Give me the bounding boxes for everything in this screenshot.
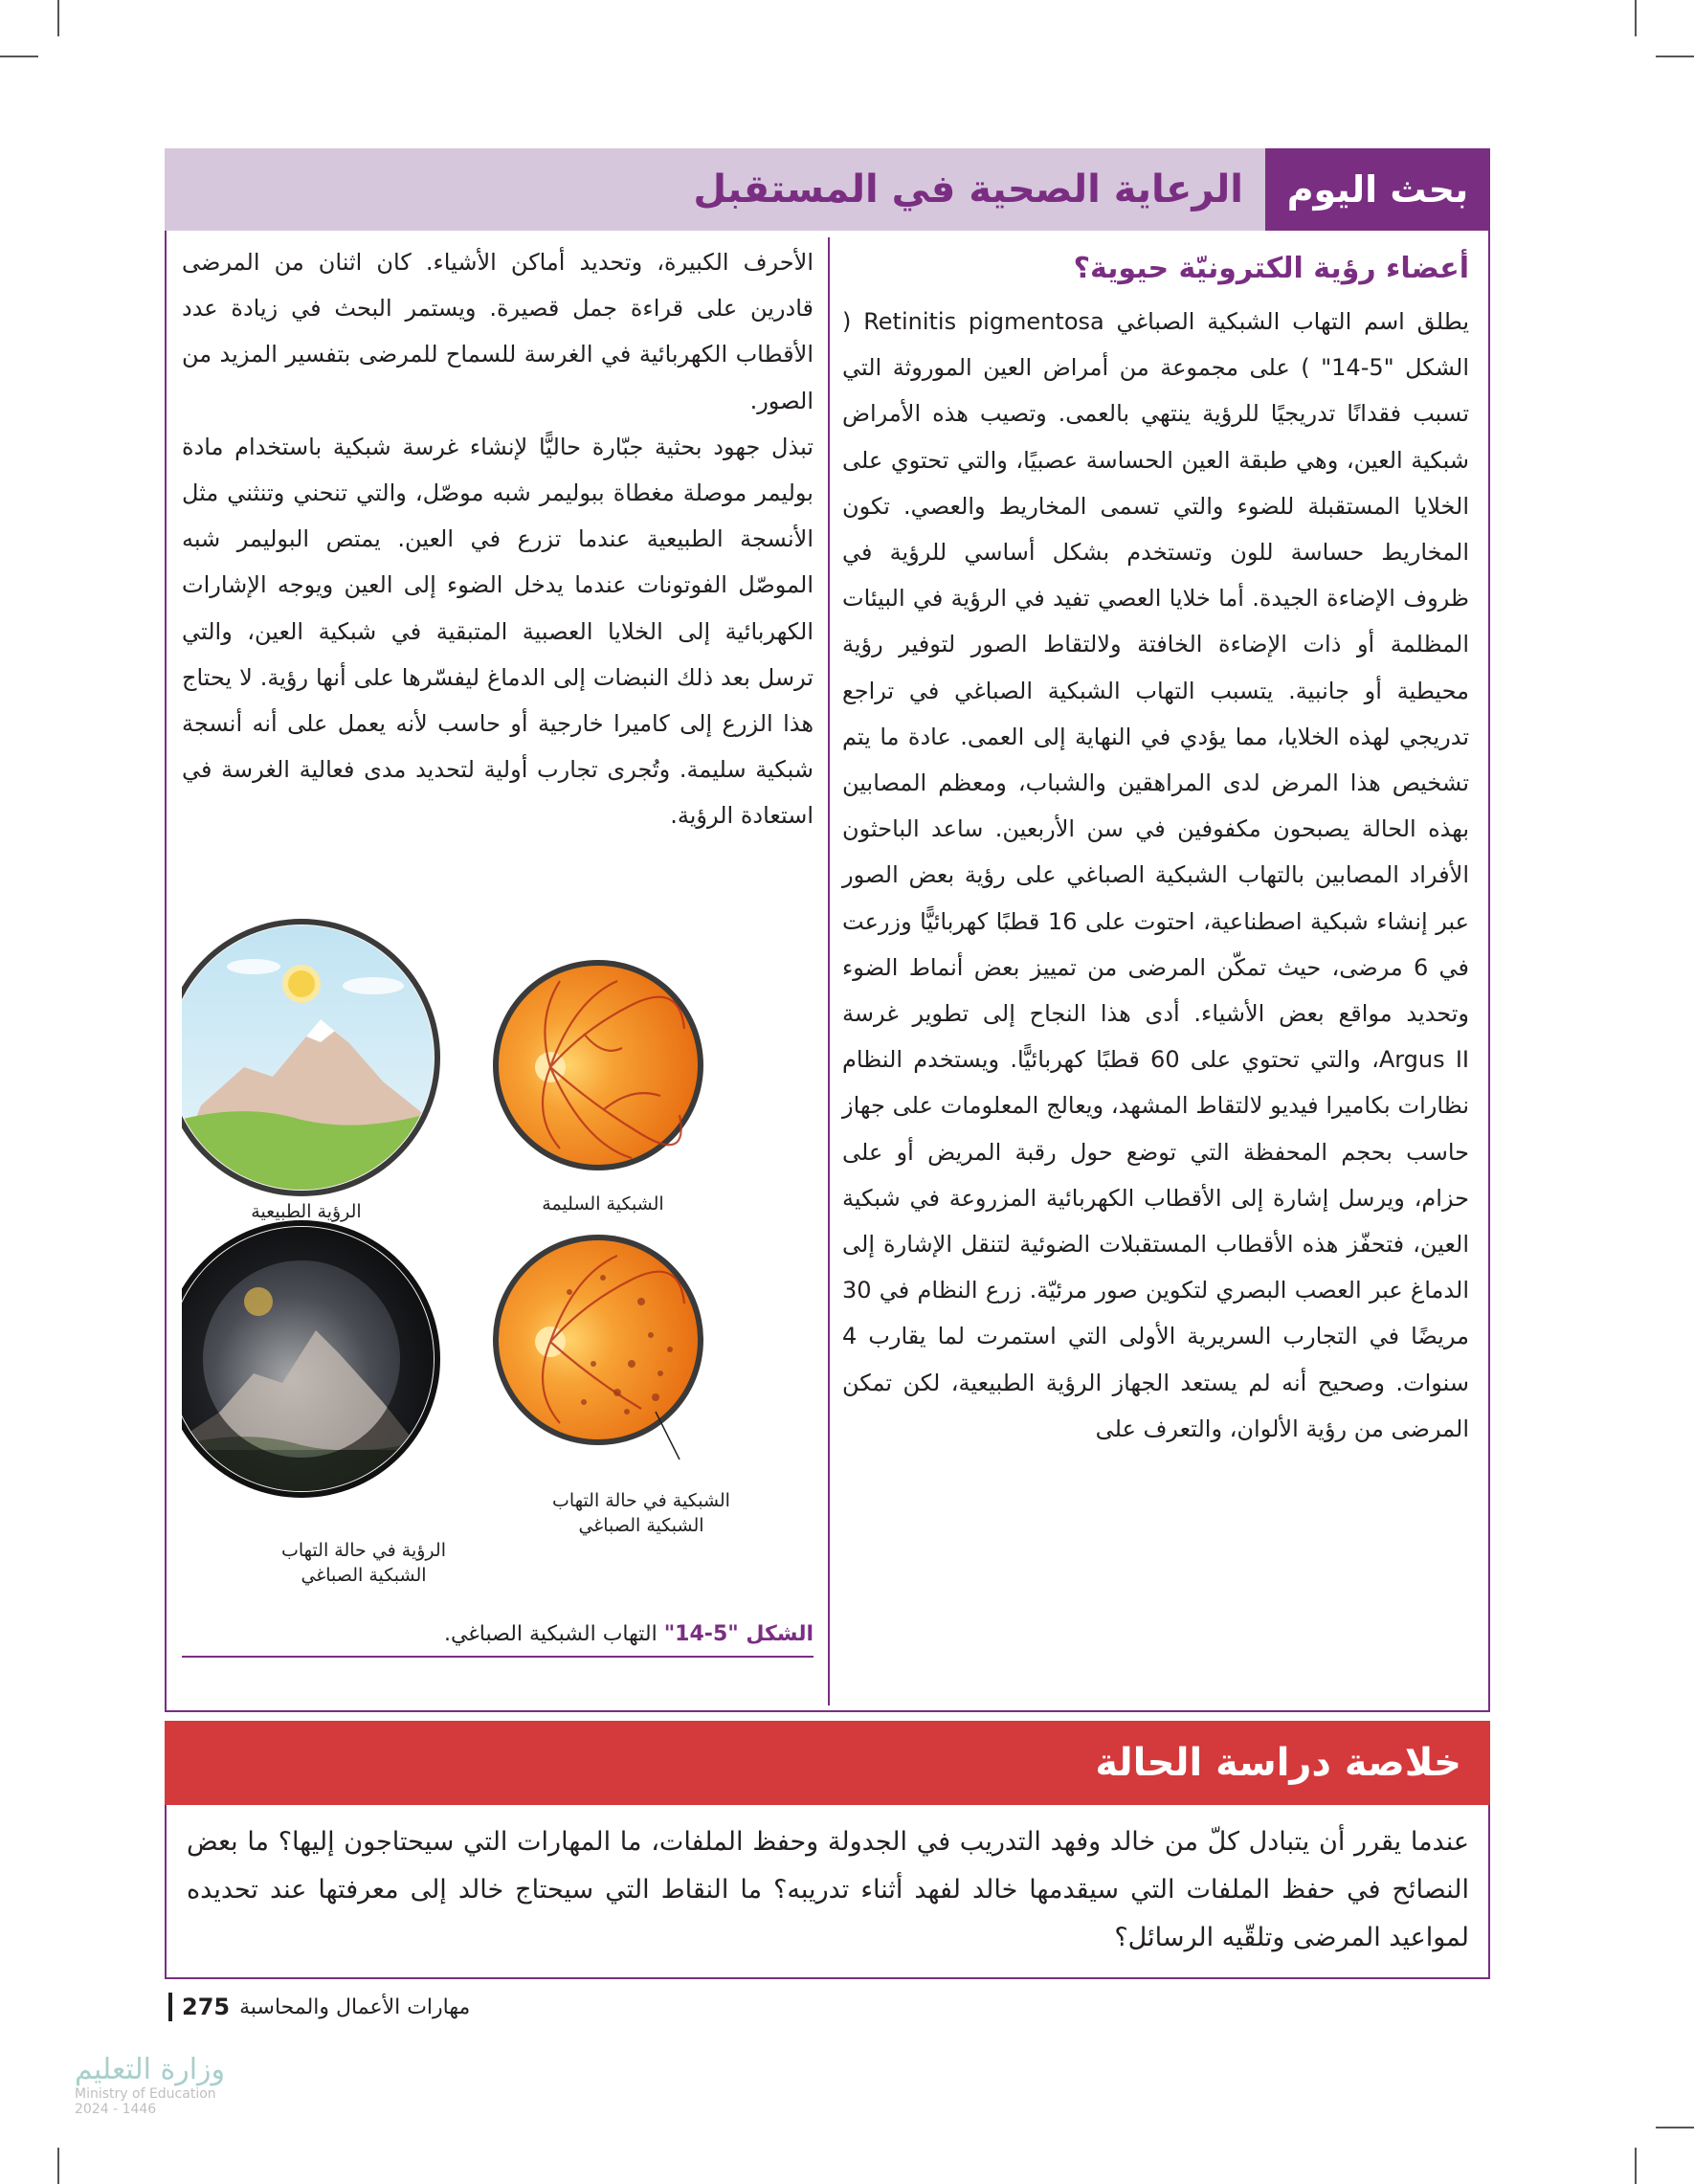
figure-caption-label: الشكل "5-14"	[663, 1622, 814, 1646]
page-footer	[163, 1985, 470, 2029]
figure-caption-rule	[182, 1656, 814, 1658]
label-rp-vision: الرؤية في حالة التهاب الشبكية الصباغي	[281, 1540, 446, 1586]
crop-mark	[1656, 56, 1694, 57]
figure-caption-text: التهاب الشبكية الصباغي.	[443, 1622, 658, 1646]
label-rp-retina: الشبكية في حالة التهاب الشبكية الصباغي	[552, 1490, 730, 1536]
healthy-retina-image	[493, 960, 703, 1170]
column-divider	[828, 237, 830, 1705]
normal-vision-image	[182, 914, 450, 1201]
crop-mark	[1635, 0, 1637, 36]
page-number: 275	[182, 1994, 231, 2020]
rp-retina-image	[493, 1235, 703, 1460]
label-healthy-retina: الشبكية السليمة	[542, 1193, 664, 1215]
summary-header	[165, 1721, 1490, 1805]
summary-box	[165, 1805, 1490, 1979]
header-title: الرعاية الصحية في المستقبل	[693, 167, 1243, 212]
section-header	[165, 148, 1490, 231]
left-column	[182, 239, 814, 839]
article-paragraph: تبذل جهود بحثية جبّارة حاليًّا لإنشاء غرسة شبكية باستخدام مادة بوليمر موصلة مغطاة ببوليمر شبه موصّل، والتي تنحني وتنثني مثل الأنسجة الطبيعية عندما تزرع في العين. يمتص البوليمر شبه الموصّل الفوتونات عندما يدخل الضوء إلى العين ويوجه الإشارات الكهربائية إلى الخلايا العصبية المتبقية في شبكية العين، والتي ترسل بعد ذلك النبضات إلى الدماغ ليفسّرها على أنها رؤية. لا يحتاج هذا الزرع إلى كاميرا خارجية أو حاسب لأنه يعمل على أنه أنسجة شبكية سليمة. وتُجرى تجارب أولية لتحديد مدى فعالية الغرسة في استعادة الرؤية.	[182, 433, 814, 830]
article-paragraph: يطلق اسم التهاب الشبكية الصباغي Retinitis pigmentosa ( الشكل "5-14" ) على مجموعة من أمراض العين الموروثة التي تسبب فقدانًا تدريجيًا للرؤية ينتهي بالعمى. وتصيب هذه الأمراض شبكية العين، وهي طبقة العين الحساسة عصبيًا، والتي تحتوي على الخلايا المستقبلة للضوء والتي تسمى المخاريط والعصي. تكون المخاريط حساسة للون وتستخدم بشكل أساسي للرؤية في ظروف الإضاءة الجيدة. أما خلايا العصي تفيد في الرؤية في البيئات المظلمة أو ذات الإضاءة الخافتة ولالتقاط الصور لتوفير رؤية محيطية أو جانبية. يتسبب التهاب الشبكية الصباغي في تراجع تدريجي لهذه الخلايا، مما يؤدي في النهاية إلى العمى. عادة ما يتم تشخيص هذا المرض لدى المراهقين والشباب، ومعظم المصابين بهذه الحالة يصبحون مكفوفين في سن الأربعين. ساعد الباحثون الأفراد المصابين بالتهاب الشبكية الصباغي على رؤية بعض الصور عبر إنشاء شبكية اصطناعية، احتوت على 16 قطبًا كهربائيًّا وزرعت في 6 مرضى، حيث تمكّن المرضى من تمييز بعض أنماط الضوء وتحديد مواقع بعض الأشياء. أدى هذا النجاح إلى تطوير غرسة Argus II، والتي تحتوي على 60 قطبًا كهربائيًّا. ويستخدم النظام نظارات بكاميرا فيديو لالتقاط المشهد، ويعالج المعلومات على جهاز حاسب بحجم المحفظة التي توضع حول رقبة المريض أو على حزام، ويرسل إشارة إلى الأقطاب الكهربائية المزروعة في شبكية العين، فتحفّز هذه الأقطاب المستقبلات الضوئية لتنقل الإشارة إلى الدماغ عبر العصب البصري لتكوين صور مرئيّة. زرع النظام في 30 مريضًا في التجارب السريرية الأولى التي استمرت لما يقارب 4 سنوات. وصحيح أنه لم يستعد الجهاز الرؤية الطبيعية، لكن تمكن المرضى من رؤية الألوان، والتعرف على	[842, 308, 1470, 1442]
crop-mark	[57, 0, 59, 36]
crop-mark	[1656, 2127, 1694, 2128]
article-question-title: أعضاء رؤية الكترونيّة حيوية؟	[1073, 252, 1469, 285]
crop-mark	[57, 2148, 59, 2184]
ministry-year: 2024 - 1446	[75, 2102, 157, 2117]
footer-bar	[168, 1993, 172, 2021]
rp-vision-image	[182, 1211, 450, 1527]
figure-retinitis	[182, 914, 804, 1660]
label-normal-vision: الرؤية الطبيعية	[251, 1201, 362, 1222]
ministry-name-en: Ministry of Education	[75, 2086, 216, 2102]
crop-mark	[1635, 2148, 1637, 2184]
summary-title: خلاصة دراسة الحالة	[1095, 1741, 1461, 1785]
article-paragraph: الأحرف الكبيرة، وتحديد أماكن الأشياء. كان اثنان من المرضى قادرين على قراءة جمل قصيرة. ويستمر البحث في زيادة عدد الأقطاب الكهربائية في الغرسة للسماح للمرضى بتفسير المزيد من الصور.	[182, 249, 814, 414]
ministry-name-ar: وزارة التعليم	[75, 2053, 226, 2086]
crop-mark	[0, 56, 38, 57]
ministry-watermark	[75, 2053, 256, 2117]
right-column	[842, 239, 1469, 1452]
header-tag: بحث اليوم	[1265, 148, 1490, 231]
summary-text: عندما يقرر أن يتبادل كلّ من خالد وفهد التدريب في الجدولة وحفظ الملفات، ما المهارات التي سيحتاجون إليها؟ ما بعض النصائح في حفظ الملفات التي سيقدمها خالد لفهد أثناء تدريبه؟ ما النقاط التي سيحتاج خالد إلى معرفتها عند تحديده لمواعيد المرضى وتلقّيه الرسائل؟	[187, 1827, 1469, 1952]
book-title: مهارات الأعمال والمحاسبة	[239, 1995, 471, 2019]
figure-caption	[182, 1616, 814, 1654]
